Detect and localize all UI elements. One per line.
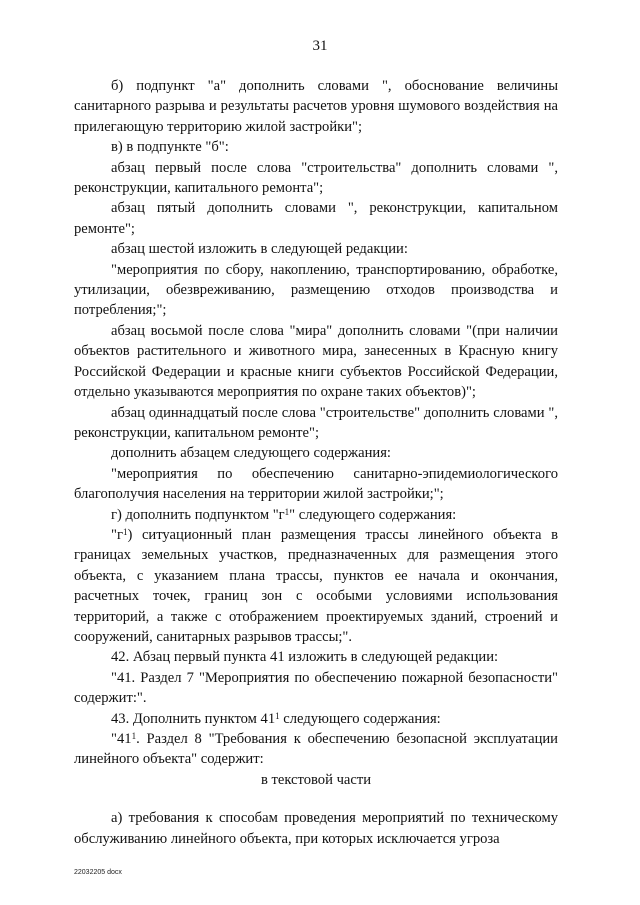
paragraph-abzac-fifth: абзац пятый дополнить словами ", реконструкции, капитальном ремонте"; [74,200,558,237]
paragraph-abzac-first: абзац первый после слова "строительства" дополнить словами ", реконструкции, капитального ремонта"; [74,159,558,197]
page-number: 31 [312,38,328,54]
document-id-footer: 22032205 docx [74,869,122,876]
text-fragment: г) дополнить подпунктом "г [111,506,285,523]
section-heading: в текстовой части [260,771,372,788]
paragraph-abzac-eighth: абзац восьмой после слова "мира" дополнить словами "(при наличии объектов растительного и животного мира, занесенных в Красную книгу Российской Федерации и красные книги субъектов Российской Федерации, отдельно указываются мероприятия по охране таких объектов)"; [74,322,558,401]
paragraph-abzac-sixth: абзац шестой изложить в следующей редакции: [111,241,408,258]
paragraph-abzac-eleventh: абзац одиннадцатый после слова "строительстве" дополнить словами ", реконструкции, капитальном ремонте"; [74,404,558,441]
superscript: 1 [122,526,128,537]
text-fragment: "г [111,526,123,543]
paragraph-waste-measures: "мероприятия по сбору, накоплению, транспортированию, обработке, утилизации, обезвреживанию, размещению отходов производства и потребления;"; [74,261,558,319]
paragraph-add-abzac: дополнить абзацем следующего содержания: [111,445,391,462]
paragraph-42: 42. Абзац первый пункта 41 изложить в следующей редакции: [111,649,499,666]
paragraph-a-requirements: а) требования к способам проведения мероприятий по техническому обслуживанию линейного объекта, при которых исключается угроза [74,810,558,847]
text-fragment: следующего содержания: [279,710,441,727]
paragraph-g [74,505,558,525]
paragraph-41-1-section8 [74,729,558,770]
paragraph-43 [74,709,558,729]
text-fragment: " следующего содержания: [289,506,457,523]
document-body [74,76,558,849]
paragraph-g1-situational-plan [74,525,558,647]
text-fragment: . Раздел 8 "Требования к обеспечению безопасной эксплуатации линейного объекта" содержит: [74,731,558,768]
superscript: 1 [131,731,137,741]
superscript: 1 [284,506,290,517]
paragraph-sanitary-measures: "мероприятия по обеспечению санитарно-эпидемиологического благополучия населения на территории жилой застройки;"; [74,465,558,503]
text-fragment: "41 [111,731,132,747]
text-fragment: 43. Дополнить пунктом 41 [111,710,276,727]
paragraph-b: б) подпункт "а" дополнить словами ", обоснование величины санитарного разрыва и результаты расчетов уровня шумового воздействия на прилегающую территорию жилой застройки"; [74,78,558,135]
superscript: 1 [275,710,280,721]
paragraph-v: в) в подпункте "б": [111,139,229,156]
paragraph-41-section7: "41. Раздел 7 "Мероприятия по обеспечению пожарной безопасности" содержит:". [74,669,558,707]
text-fragment: ) ситуационный план размещения трассы линейного объекта в границах земельных участков, предназначенных для размещения этого объекта, с указанием плана трассы, пунктов ее начала и окончания, расчетных точек, границ зон с особыми условиями использования территорий, а также с отображением проектируемых зданий, строений и сооружений, санитарных разрывов трассы;". [74,526,558,645]
